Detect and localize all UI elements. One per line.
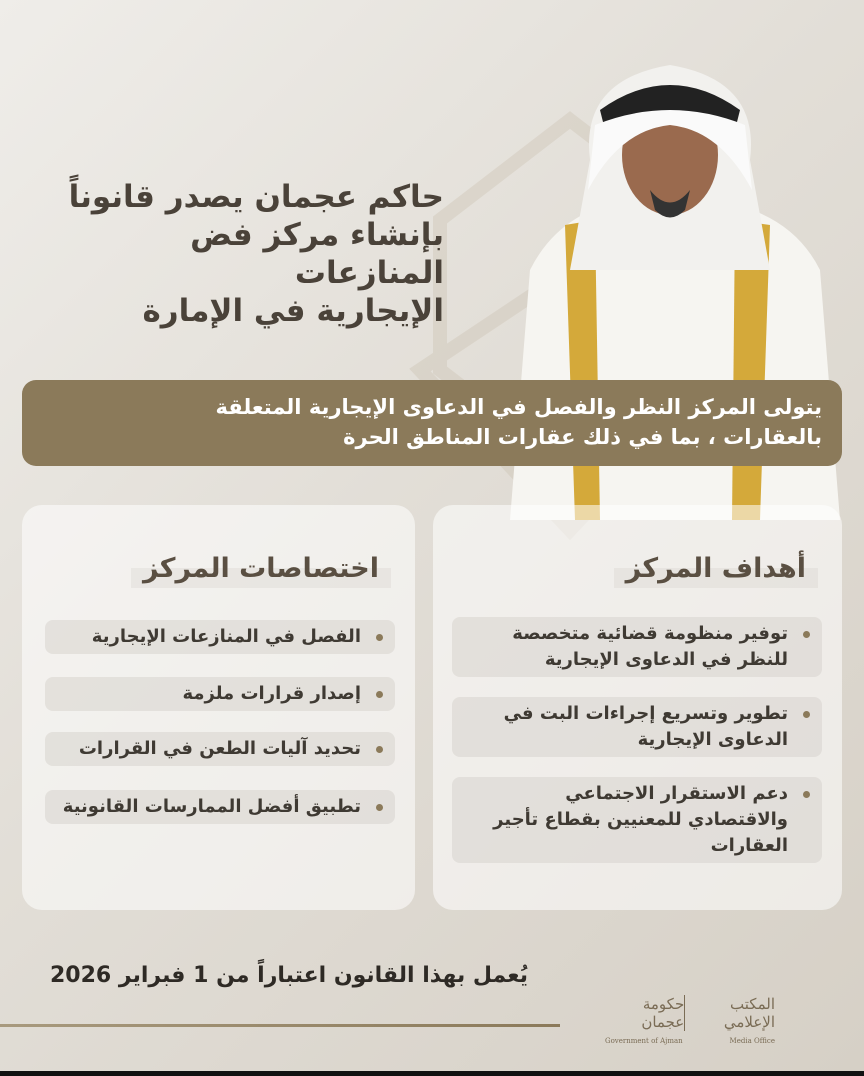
goals-heading (620, 553, 812, 584)
item-text: تطبيق أفضل الممارسات القانونية (62, 796, 361, 817)
bullet-icon (803, 791, 810, 798)
logo-text: Media Office (729, 1037, 775, 1045)
divider (0, 1024, 560, 1027)
government-media-office-logo (605, 995, 775, 1045)
bullet-icon (376, 691, 383, 698)
logo-text: Government of Ajman (605, 1037, 683, 1045)
list-item (45, 677, 395, 711)
headline-line: حاكم عجمان يصدر قانوناً (68, 179, 444, 215)
list-item (45, 732, 395, 766)
list-item (452, 617, 822, 677)
logo-text: حكومة عجمان (641, 995, 685, 1031)
item-text: الفصل في المنازعات الإيجارية (91, 626, 361, 647)
list-item (45, 620, 395, 654)
bullet-icon (803, 711, 810, 718)
item-text: دعم الاستقرار الاجتماعي والاقتصادي للمعنيين بقطاع تأجير العقارات (493, 783, 788, 856)
competencies-card (22, 505, 415, 910)
item-text: إصدار قرارات ملزمة (182, 683, 361, 704)
bottom-strip (0, 1071, 864, 1076)
summary-banner (22, 380, 842, 466)
item-text: تطوير وتسريع إجراءات البت في الدعاوى الإيجارية (503, 703, 788, 750)
heading-text: أهداف المركز (625, 553, 806, 584)
list-item (452, 697, 822, 757)
headline (44, 178, 444, 330)
headline-line: بإنشاء مركز فض المنازعات (190, 217, 444, 291)
headline-line: الإيجارية في الإمارة (142, 293, 444, 329)
list-item (452, 777, 822, 863)
bullet-icon (376, 804, 383, 811)
item-text: تحديد آليات الطعن في القرارات (78, 738, 361, 759)
bullet-icon (376, 634, 383, 641)
banner-line: يتولى المركز النظر والفصل في الدعاوى الإيجارية المتعلقة (215, 395, 822, 419)
bullet-icon (376, 746, 383, 753)
effective-date: يُعمل بهذا القانون اعتباراً من 1 فبراير 2026 (50, 963, 528, 988)
item-text: توفير منظومة قضائية متخصصة للنظر في الدعاوى الإيجارية (512, 623, 788, 670)
logo-text: المكتب الإعلامي (723, 995, 775, 1031)
bullet-icon (803, 631, 810, 638)
heading-text: اختصاصات المركز (142, 553, 379, 584)
banner-line: بالعقارات ، بما في ذلك عقارات المناطق الحرة (343, 425, 822, 449)
competencies-heading (137, 553, 385, 584)
goals-card (433, 505, 842, 910)
list-item (45, 790, 395, 824)
